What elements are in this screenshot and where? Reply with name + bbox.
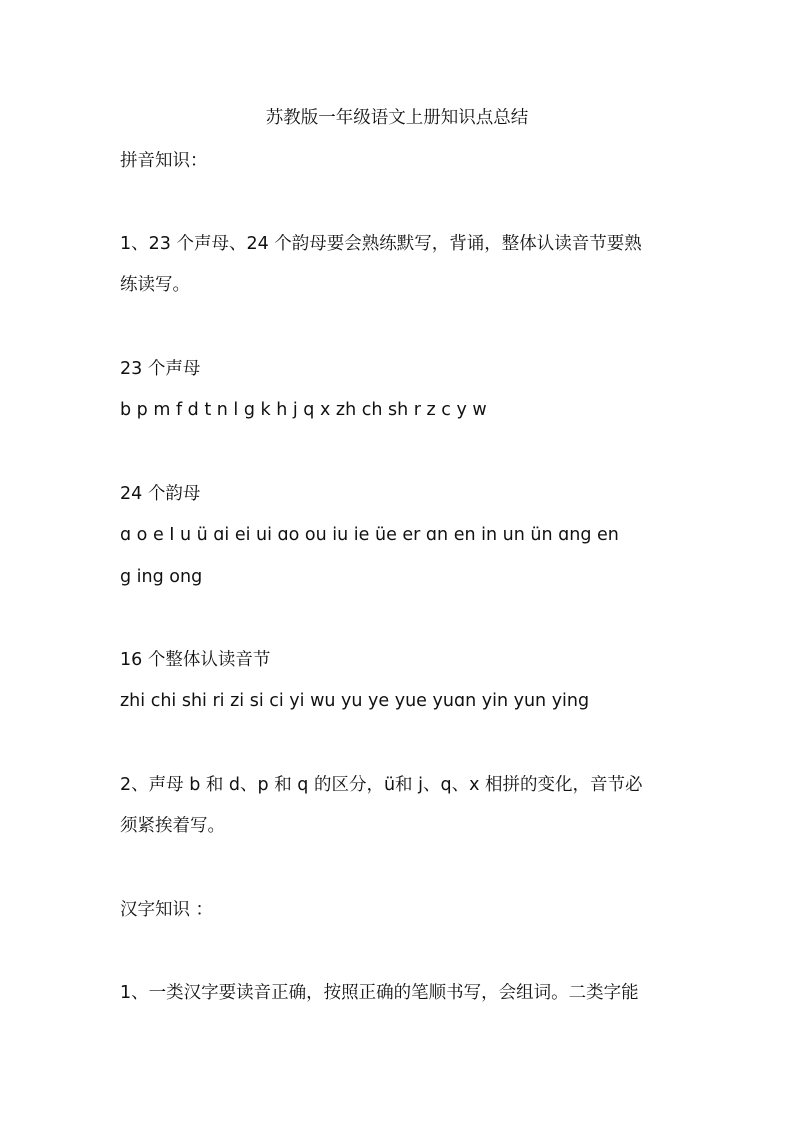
hanzi-item-1-line-1: 1、一类汉字要读音正确，按照正确的笔顺书写，会组词。二类字能 — [120, 983, 639, 1003]
finals-list-line-1: ɑ o e I u ü ɑi ei ui ɑo ou iu ie üe er ɑn en in un ün ɑng en — [120, 525, 619, 545]
initials-list: b p m f d t n l g k h j q x zh ch sh r z c y w — [120, 400, 487, 420]
syllables-heading: 16 个整体认读音节 — [120, 650, 271, 670]
syllables-list: zhi chi shi ri zi si ci yi wu yu ye yue yuɑn yin yun ying — [120, 691, 590, 711]
finals-list-line-2: g ing ong — [120, 567, 203, 587]
pinyin-item-1-line-1: 1、23 个声母、24 个韵母要会熟练默写，背诵，整体认读音节要熟 — [120, 234, 642, 254]
hanzi-section-heading: 汉字知识 ： — [120, 900, 214, 920]
pinyin-item-1-line-2: 练读写。 — [120, 275, 190, 295]
pinyin-section-heading: 拼音知识： — [120, 151, 208, 171]
document-title: 苏教版一年级语文上册知识点总结 — [265, 108, 529, 128]
pinyin-item-2-line-2: 须紧挨着写。 — [120, 816, 225, 836]
pinyin-item-2-line-1: 2、声母 b 和 d、p 和 q 的区分，ü和 j、q、x 相拼的变化，音节必 — [120, 775, 643, 795]
initials-heading: 23 个声母 — [120, 359, 201, 379]
finals-heading: 24 个韵母 — [120, 484, 201, 504]
